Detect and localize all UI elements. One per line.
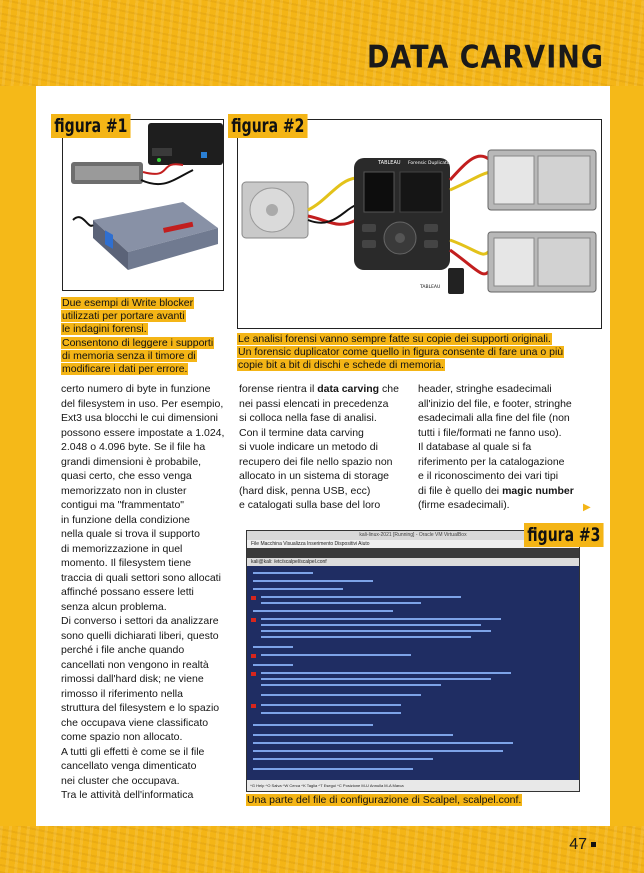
text-line: cancellato venga dimenticato (61, 760, 197, 772)
scalpel-config-screenshot (246, 530, 580, 792)
term-magic-number: magic number (502, 484, 574, 497)
text-line: allocato in un sistema di storage (239, 470, 389, 482)
text-line: Con il termine data carving (239, 426, 364, 439)
text-line: possono essere impostate a 1.024, (61, 426, 225, 439)
text-line: certo numero di byte in funzione (61, 383, 211, 395)
forensic-duplicator-photo (238, 120, 602, 329)
text-line: Il database al quale si fa (418, 441, 532, 453)
caption-line: Un forensic duplicator come quello in figura consente di fare una o più (238, 346, 564, 359)
desktop-toolbar (247, 548, 579, 558)
figure1-frame (62, 119, 224, 291)
text-line: affinché possano essere letti (61, 586, 194, 598)
text-line: memorizzato non in cluster (61, 484, 187, 497)
text-line: e catalogati sulla base del loro (239, 499, 381, 511)
page-number: 47 (569, 836, 596, 854)
text-line: (firme esadecimali). (418, 499, 510, 511)
text-line: perché i file anche quando (61, 644, 185, 656)
text-line: sono quelli dichiarati liberi, questo (61, 629, 219, 642)
text-line: quasi certo, che esso venga (61, 470, 192, 482)
text-line: Tra le attività dell'informatica (61, 789, 194, 801)
text-run: forense rientra il (239, 383, 318, 395)
text-line: che occupava viene classificato (61, 716, 209, 729)
text-line: del filesystem in uso. Per esempio, (61, 397, 224, 410)
text-line: Di converso i settori da analizzare (61, 615, 219, 627)
figure3-caption (246, 794, 586, 807)
text-line: nei cluster che occupava. (61, 774, 180, 787)
text-line: momento. Il filesystem tiene (61, 557, 192, 569)
text-line: struttura del filesystem e lo spazio (61, 702, 220, 714)
text-line: nella quale si trova il supporto (61, 528, 200, 540)
text-line (418, 484, 610, 499)
duplicator-model: Forensic Duplicator (408, 161, 452, 166)
text-line: grandi dimensioni è probabile, (61, 455, 202, 468)
text-line: senza alcun problema. (61, 600, 167, 613)
vm-window-title: kali-linux-2021 [Running] - Oracle VM VirtualBox (247, 531, 579, 540)
figure1-label: figura #1 (51, 114, 131, 138)
text-run: che (379, 383, 399, 395)
figure1-caption (61, 297, 231, 376)
text-line: A tutti gli effetti è come se il file (61, 745, 205, 758)
caption-line: copie bit a bit di dischi e schede di memoria. (238, 359, 445, 372)
text-line: si colloca nella fase di analisi. (239, 412, 377, 424)
text-line: (hard disk, penna USB, ecc) (239, 484, 371, 497)
text-line: Ext3 usa blocchi le cui dimensioni (61, 412, 218, 424)
text-line: header, stringhe esadecimali (418, 383, 552, 395)
text-run: di file è quello dei (418, 484, 503, 497)
write-blocker-photo (63, 120, 224, 291)
column-1 (61, 382, 239, 803)
text-line (239, 382, 417, 397)
continue-arrow-icon: ▶ (583, 502, 591, 513)
figure2-caption (237, 333, 609, 373)
usb-brand: TABLEAU (420, 285, 441, 290)
text-line: di memorizzazione in quel (61, 542, 183, 555)
text-line: come spazio non allocato. (61, 731, 183, 743)
text-line: nei passi elencati in precedenza (239, 397, 389, 410)
section-title: DATA CARVING (366, 39, 604, 76)
text-line: 2.048 o 4.096 byte. Se il file ha (61, 441, 206, 453)
column-2 (239, 382, 417, 513)
text-line: esadecimali alla fine del file (non (418, 412, 570, 424)
caption-line: di memoria senza il timore di (62, 349, 196, 362)
nano-shortcuts-bar: ^G Help ^O Salva ^W Cerca ^K Taglia ^T Esegui ^C Posizione M-U Annulla M-A Marca (247, 780, 579, 791)
text-line: all'inizio del file, e footer, stringhe (418, 397, 572, 410)
text-line: e il riconoscimento dei vari tipi (418, 470, 559, 482)
caption-line: Le analisi forensi vanno sempre fatte su copie dei supporti originali. (238, 333, 551, 345)
text-line: rimossi dall'hard disk; ne viene (61, 673, 204, 685)
term-data-carving: data carving (317, 383, 380, 395)
terminal-tab: kali@kali: /etc/scalpel/scalpel.conf (247, 558, 579, 566)
text-line: riferimento per la catalogazione (418, 455, 565, 468)
figure3-label: figura #3 (524, 523, 604, 547)
text-line: tutti i file/formati ne fanno uso). (418, 426, 562, 439)
caption-line: modificare i dati per errore. (62, 363, 188, 376)
caption-line: Una parte del file di configurazione di Scalpel, scalpel.conf. (247, 794, 522, 806)
caption-line: utilizzati per portare avanti (62, 310, 185, 323)
text-line: contigui ma "frammentato" (61, 499, 185, 511)
text-line: si vuole indicare un metodo di (239, 441, 378, 453)
duplicator-brand: TABLEAU (378, 160, 401, 166)
caption-line: Due esempi di Write blocker (62, 297, 194, 309)
bottom-banner (0, 826, 644, 873)
text-line: rimosso il riferimento nella (61, 687, 183, 700)
text-line: cancellati non vengono in realtà (61, 658, 209, 671)
text-line: traccia di quali settori sono allocati (61, 571, 221, 584)
figure2-frame (237, 119, 602, 329)
text-line: in funzione della condizione (61, 513, 191, 526)
caption-line: Consentono di leggere i supporti (62, 336, 214, 349)
terminal-content (247, 566, 579, 780)
text-line: recupero dei file nello spazio non (239, 455, 393, 468)
figure2-label: figura #2 (228, 114, 308, 138)
column-3 (418, 382, 610, 513)
caption-line: le indagini forensi. (62, 323, 147, 336)
vm-menu-bar: File Macchina Visualizza Inserimento Dispositivi Aiuto (247, 540, 579, 548)
